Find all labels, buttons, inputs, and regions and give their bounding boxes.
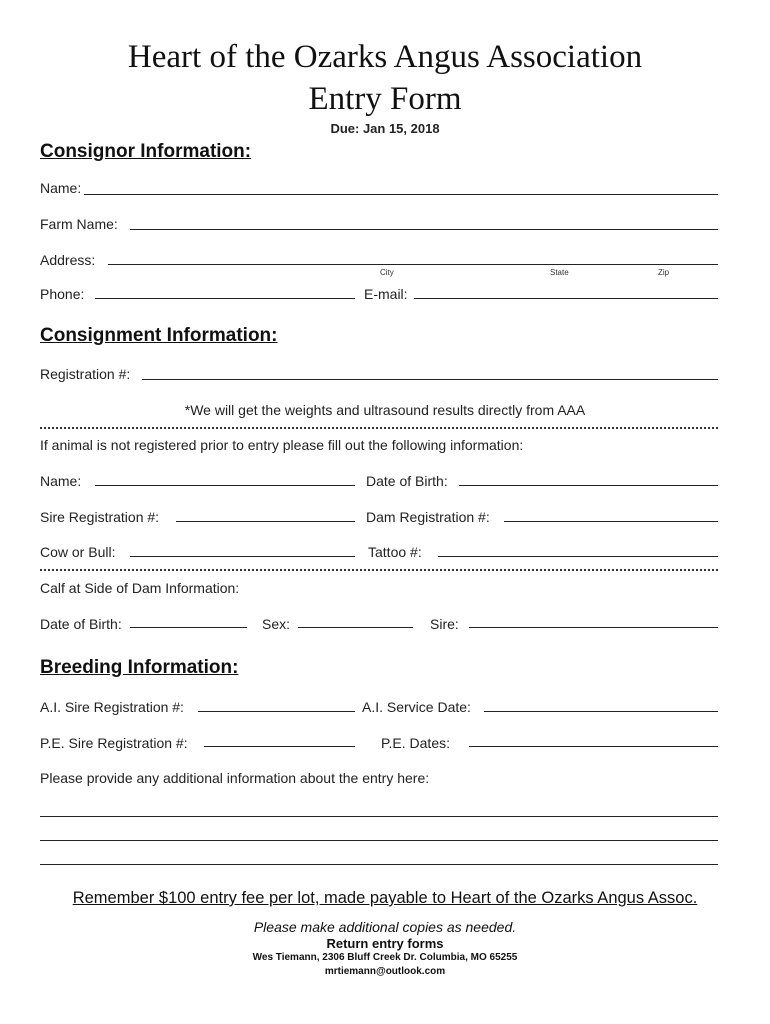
pe-sire-field[interactable] <box>204 746 355 747</box>
calf-sex-label: Sex: <box>262 616 291 632</box>
calf-sire-label: Sire: <box>430 616 459 632</box>
consignor-name-label: Name: <box>40 180 82 196</box>
phone-label: Phone: <box>40 286 85 302</box>
ai-sire-field[interactable] <box>198 711 355 712</box>
email-field[interactable] <box>414 298 718 299</box>
dam-registration-label: Dam Registration #: <box>366 509 490 525</box>
email-label: E-mail: <box>364 286 408 302</box>
contact-email: mrtiemann@outlook.com <box>324 966 446 977</box>
dob-field[interactable] <box>459 485 718 486</box>
additional-info-label: Please provide any additional information about the entry here: <box>40 770 430 786</box>
calf-dob-label: Date of Birth: <box>40 616 122 632</box>
dob-label: Date of Birth: <box>366 473 448 489</box>
form-subtitle: Entry Form <box>308 81 462 117</box>
calf-heading: Calf at Side of Dam Information: <box>40 580 240 596</box>
return-address: Wes Tiemann, 2306 Bluff Creek Dr. Columbia, MO 65255 <box>252 952 518 963</box>
copies-note: Please make additional copies as needed. <box>253 919 517 935</box>
farm-name-label: Farm Name: <box>40 216 118 232</box>
farm-name-field[interactable] <box>130 229 718 230</box>
address-field[interactable] <box>108 264 718 265</box>
divider-dotted <box>40 427 718 429</box>
consignor-name-field[interactable] <box>84 194 718 195</box>
ai-sire-label: A.I. Sire Registration #: <box>40 699 184 715</box>
entry-fee-reminder: Remember $100 entry fee per lot, made payable to Heart of the Ozarks Angus Assoc. <box>72 889 698 907</box>
tattoo-label: Tattoo #: <box>368 544 422 560</box>
breeding-heading: Breeding Information: <box>40 657 239 678</box>
aaa-results-note: *We will get the weights and ultrasound results directly from AAA <box>184 402 586 418</box>
unregistered-note: If animal is not registered prior to entry please fill out the following information: <box>40 437 524 453</box>
sire-registration-field[interactable] <box>176 521 355 522</box>
cow-or-bull-field[interactable] <box>130 556 355 557</box>
divider-dotted <box>40 569 718 571</box>
ai-service-date-field[interactable] <box>484 711 718 712</box>
phone-field[interactable] <box>95 298 355 299</box>
tattoo-field[interactable] <box>438 556 718 557</box>
dam-registration-field[interactable] <box>504 521 718 522</box>
state-hint: State <box>550 268 569 277</box>
cow-or-bull-label: Cow or Bull: <box>40 544 116 560</box>
animal-name-field[interactable] <box>95 485 355 486</box>
return-forms-label: Return entry forms <box>326 936 444 951</box>
additional-info-line-1[interactable] <box>40 816 718 817</box>
pe-dates-label: P.E. Dates: <box>381 735 451 751</box>
ai-service-date-label: A.I. Service Date: <box>362 699 471 715</box>
animal-name-label: Name: <box>40 473 82 489</box>
calf-dob-field[interactable] <box>130 627 247 628</box>
calf-sire-field[interactable] <box>469 627 718 628</box>
sire-registration-label: Sire Registration #: <box>40 509 160 525</box>
registration-field[interactable] <box>142 379 718 380</box>
due-date: Due: Jan 15, 2018 <box>330 121 440 136</box>
calf-sex-field[interactable] <box>298 627 413 628</box>
registration-label: Registration #: <box>40 366 131 382</box>
city-hint: City <box>380 268 394 277</box>
consignor-heading: Consignor Information: <box>40 141 252 162</box>
additional-info-line-2[interactable] <box>40 840 718 841</box>
form-title: Heart of the Ozarks Angus Association <box>127 39 643 75</box>
additional-info-line-3[interactable] <box>40 864 718 865</box>
consignment-heading: Consignment Information: <box>40 325 278 346</box>
pe-sire-label: P.E. Sire Registration #: <box>40 735 188 751</box>
pe-dates-field[interactable] <box>469 746 718 747</box>
address-label: Address: <box>40 252 96 268</box>
zip-hint: Zip <box>658 268 670 277</box>
